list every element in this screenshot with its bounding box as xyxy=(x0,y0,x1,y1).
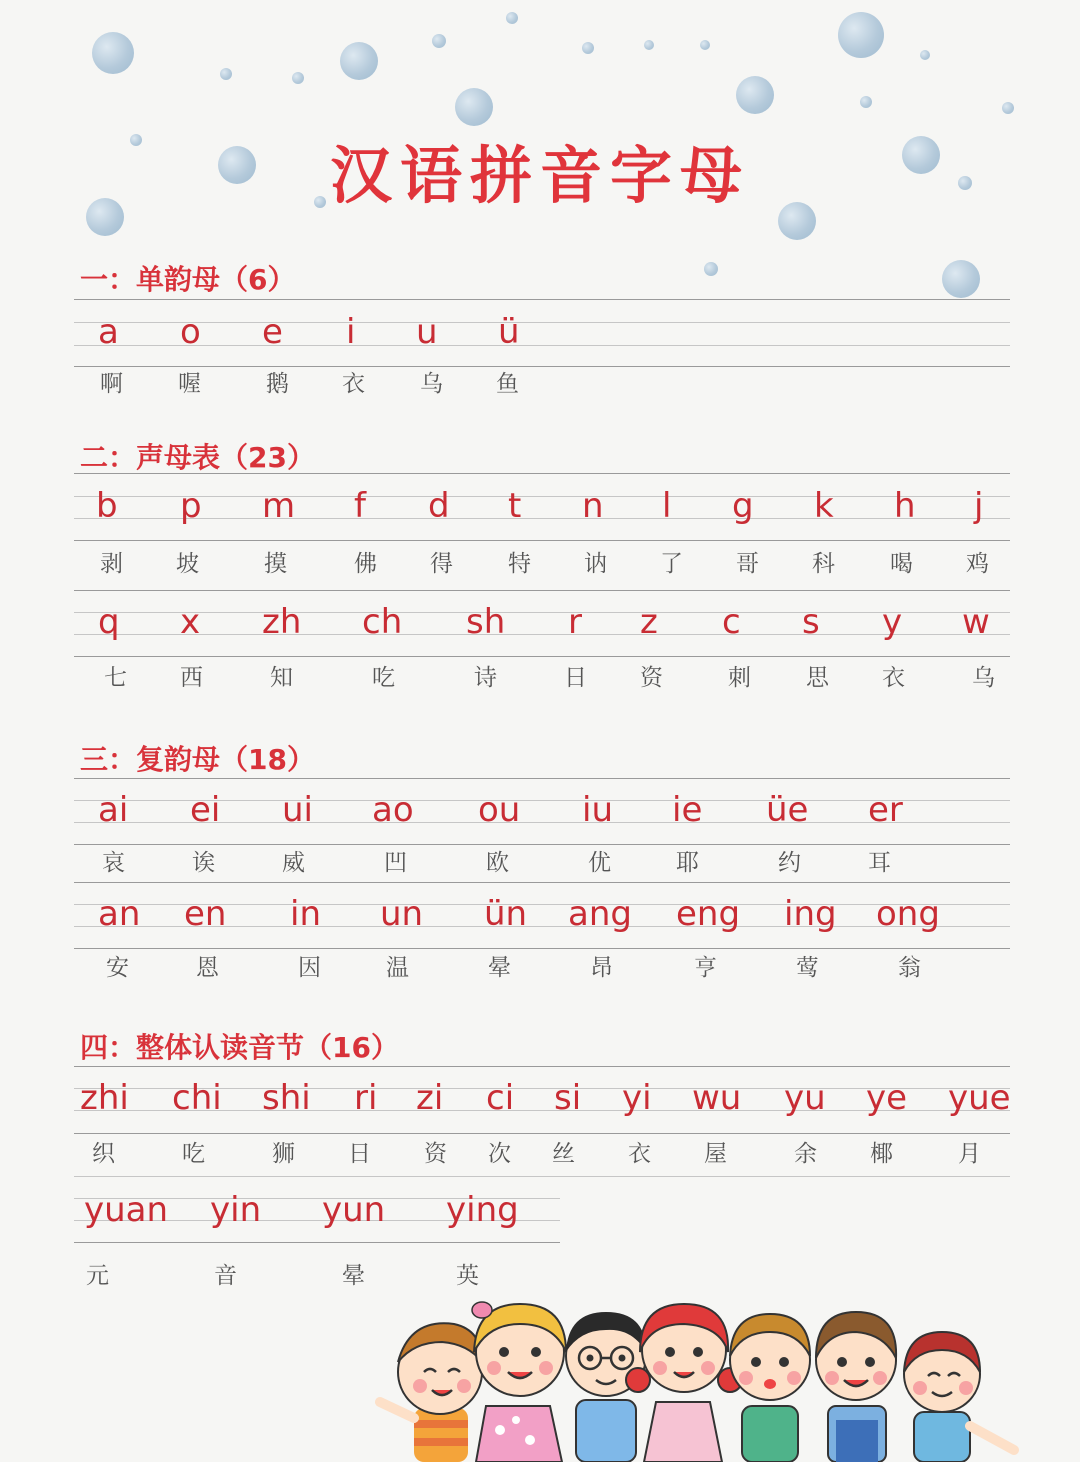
bubble-decoration xyxy=(582,42,594,54)
pinyin-syllable: si xyxy=(554,1078,582,1118)
pinyin-syllable: z xyxy=(640,602,658,642)
rule-line xyxy=(74,540,1010,541)
pinyin-syllable: ao xyxy=(372,790,414,830)
pinyin-syllable: in xyxy=(290,894,321,934)
hanzi-character: 耳 xyxy=(868,850,891,876)
pinyin-syllable: eng xyxy=(676,894,741,934)
pinyin-syllable: p xyxy=(180,486,202,526)
pinyin-syllable: y xyxy=(882,602,903,642)
rule-line xyxy=(74,882,1010,883)
bubble-decoration xyxy=(860,96,872,108)
hanzi-character: 晕 xyxy=(488,955,511,981)
pinyin-syllable: d xyxy=(428,486,450,526)
hanzi-character: 得 xyxy=(430,551,453,577)
section-heading-whole-syllables: 四：整体认读音节（16） xyxy=(80,1031,399,1064)
hanzi-character: 剥 xyxy=(100,551,123,577)
bubble-decoration xyxy=(704,262,718,276)
rule-line xyxy=(74,1176,1010,1177)
page-title: 汉语拼音字母 xyxy=(329,139,750,212)
pinyin-syllable: n xyxy=(582,486,604,526)
bubble-decoration xyxy=(700,40,710,50)
hanzi-character: 哥 xyxy=(736,551,759,577)
hanzi-character: 知 xyxy=(270,665,293,691)
pinyin-syllable: ün xyxy=(484,894,528,934)
child-figure xyxy=(472,1302,566,1462)
pinyin-syllable: iu xyxy=(582,790,613,830)
pinyin-row xyxy=(0,306,1080,358)
hanzi-character: 欧 xyxy=(486,850,509,876)
hanzi-character: 诗 xyxy=(474,665,497,691)
hanzi-character: 坡 xyxy=(176,551,199,577)
hanzi-character: 资 xyxy=(640,665,663,691)
children-illustration xyxy=(370,1290,1030,1462)
pinyin-syllable: ong xyxy=(876,894,940,934)
pinyin-syllable: ri xyxy=(354,1078,378,1118)
hanzi-character: 音 xyxy=(214,1263,237,1289)
hanzi-character: 鹅 xyxy=(266,371,289,397)
hanzi-character: 狮 xyxy=(272,1141,295,1167)
pinyin-syllable: j xyxy=(974,486,984,526)
bubble-decoration xyxy=(340,42,378,80)
rule-line xyxy=(74,299,1010,300)
pinyin-syllable: zh xyxy=(262,602,302,642)
hanzi-character: 七 xyxy=(104,665,127,691)
hanzi-character: 昂 xyxy=(590,955,613,981)
rule-line xyxy=(74,656,1010,657)
hanzi-character: 余 xyxy=(794,1141,817,1167)
pinyin-syllable: ci xyxy=(486,1078,515,1118)
pinyin-syllable: r xyxy=(568,602,582,642)
hanzi-character: 翁 xyxy=(898,955,921,981)
pinyin-syllable: x xyxy=(180,602,201,642)
pinyin-syllable: l xyxy=(662,486,672,526)
pinyin-row xyxy=(0,596,1080,648)
bubble-decoration xyxy=(920,50,930,60)
hanzi-character: 衣 xyxy=(342,371,365,397)
hanzi-character: 英 xyxy=(456,1263,479,1289)
pinyin-syllable: a xyxy=(98,312,119,352)
hanzi-character: 威 xyxy=(282,850,305,876)
pinyin-syllable: ai xyxy=(98,790,129,830)
pinyin-syllable: un xyxy=(380,894,424,934)
hanzi-row xyxy=(0,658,1080,710)
hanzi-character: 元 xyxy=(86,1263,109,1289)
pinyin-syllable: s xyxy=(802,602,820,642)
hanzi-character: 衣 xyxy=(628,1141,651,1167)
pinyin-syllable: en xyxy=(184,894,227,934)
hanzi-character: 椰 xyxy=(870,1141,893,1167)
pinyin-syllable: shi xyxy=(262,1078,311,1118)
pinyin-syllable: sh xyxy=(466,602,506,642)
bubble-decoration xyxy=(942,260,980,298)
hanzi-character: 凹 xyxy=(384,850,407,876)
hanzi-character: 屋 xyxy=(704,1141,727,1167)
hanzi-character: 日 xyxy=(564,665,587,691)
pinyin-syllable: g xyxy=(732,486,754,526)
pinyin-syllable: q xyxy=(98,602,120,642)
pinyin-syllable: zhi xyxy=(80,1078,129,1118)
pinyin-row xyxy=(0,1184,1080,1236)
bubble-decoration xyxy=(220,68,232,80)
hanzi-character: 资 xyxy=(424,1141,447,1167)
hanzi-character: 佛 xyxy=(354,551,377,577)
pinyin-row xyxy=(0,888,1080,940)
pinyin-syllable: f xyxy=(354,486,366,526)
pinyin-syllable: k xyxy=(814,486,834,526)
pinyin-syllable: yu xyxy=(784,1078,826,1118)
hanzi-character: 约 xyxy=(778,850,801,876)
rule-line xyxy=(74,473,1010,474)
hanzi-character: 摸 xyxy=(264,551,287,577)
hanzi-character: 日 xyxy=(348,1141,371,1167)
bubble-decoration xyxy=(1002,102,1014,114)
pinyin-syllable: ei xyxy=(190,790,221,830)
bubble-decoration xyxy=(292,72,304,84)
hanzi-character: 衣 xyxy=(882,665,905,691)
pinyin-syllable: üe xyxy=(766,790,809,830)
bubble-decoration xyxy=(432,34,446,48)
hanzi-character: 鸡 xyxy=(966,551,989,577)
hanzi-character: 织 xyxy=(92,1141,115,1167)
pinyin-syllable: er xyxy=(868,790,903,830)
hanzi-character: 西 xyxy=(180,665,203,691)
pinyin-syllable: i xyxy=(346,312,356,352)
hanzi-character: 丝 xyxy=(552,1141,575,1167)
pinyin-syllable: h xyxy=(894,486,916,526)
hanzi-character: 莺 xyxy=(796,955,819,981)
pinyin-syllable: yin xyxy=(210,1190,262,1230)
hanzi-character: 科 xyxy=(812,551,835,577)
bubble-decoration xyxy=(506,12,518,24)
rule-line xyxy=(74,778,1010,779)
hanzi-character: 次 xyxy=(488,1141,511,1167)
pinyin-syllable: b xyxy=(96,486,118,526)
pinyin-syllable: t xyxy=(508,486,522,526)
hanzi-character: 吃 xyxy=(182,1141,205,1167)
bubble-decoration xyxy=(455,88,493,126)
pinyin-syllable: yuan xyxy=(84,1190,169,1230)
child-figure xyxy=(626,1304,742,1462)
hanzi-character: 安 xyxy=(106,955,129,981)
pinyin-syllable: ie xyxy=(672,790,703,830)
hanzi-character: 讷 xyxy=(584,551,607,577)
pinyin-syllable: u xyxy=(416,312,438,352)
bubble-decoration xyxy=(838,12,884,58)
hanzi-character: 月 xyxy=(958,1141,981,1167)
pinyin-syllable: wu xyxy=(692,1078,742,1118)
hanzi-character: 晕 xyxy=(342,1263,365,1289)
hanzi-character: 恩 xyxy=(196,955,219,981)
pinyin-syllable: ü xyxy=(498,312,520,352)
child-figure xyxy=(816,1312,896,1462)
rule-line xyxy=(74,590,1010,591)
hanzi-character: 鱼 xyxy=(496,371,519,397)
pinyin-row xyxy=(0,480,1080,532)
child-figure xyxy=(730,1314,810,1462)
pinyin-syllable: ui xyxy=(282,790,313,830)
hanzi-character: 亨 xyxy=(694,955,717,981)
hanzi-row xyxy=(0,1134,1080,1186)
hanzi-character: 因 xyxy=(298,955,321,981)
section-heading-initials: 二：声母表（23） xyxy=(80,441,315,474)
hanzi-character: 哀 xyxy=(102,850,125,876)
rule-line xyxy=(74,1066,1010,1067)
pinyin-syllable: o xyxy=(180,312,201,352)
pinyin-syllable: yi xyxy=(622,1078,652,1118)
pinyin-syllable: zi xyxy=(416,1078,444,1118)
section-heading-compound-finals: 三：复韵母（18） xyxy=(80,743,315,776)
pinyin-syllable: chi xyxy=(172,1078,222,1118)
hanzi-row xyxy=(0,364,1080,416)
hanzi-row xyxy=(0,544,1080,596)
hanzi-character: 特 xyxy=(508,551,531,577)
section-heading-simple-finals: 一：单韵母（6） xyxy=(80,263,296,296)
hanzi-character: 乌 xyxy=(420,371,443,397)
pinyin-syllable: m xyxy=(262,486,296,526)
child-figure xyxy=(378,1323,482,1462)
pinyin-row xyxy=(0,784,1080,836)
hanzi-row xyxy=(0,948,1080,1000)
pinyin-syllable: ing xyxy=(784,894,837,934)
pinyin-syllable: e xyxy=(262,312,283,352)
pinyin-syllable: yun xyxy=(322,1190,386,1230)
hanzi-character: 思 xyxy=(806,665,829,691)
pinyin-syllable: w xyxy=(962,602,990,642)
bubble-decoration xyxy=(736,76,774,114)
hanzi-character: 啊 xyxy=(100,371,123,397)
hanzi-character: 温 xyxy=(386,955,409,981)
hanzi-character: 刺 xyxy=(728,665,751,691)
child-figure xyxy=(904,1332,1014,1462)
hanzi-character: 了 xyxy=(660,551,683,577)
hanzi-character: 喔 xyxy=(178,371,201,397)
bubble-decoration xyxy=(644,40,654,50)
pinyin-syllable: ou xyxy=(478,790,521,830)
pinyin-syllable: ang xyxy=(568,894,632,934)
hanzi-character: 耶 xyxy=(676,850,699,876)
hanzi-character: 喝 xyxy=(890,551,913,577)
pinyin-syllable: yue xyxy=(948,1078,1011,1118)
pinyin-syllable: ch xyxy=(362,602,403,642)
hanzi-character: 乌 xyxy=(972,665,995,691)
bubble-decoration xyxy=(92,32,134,74)
hanzi-character: 吃 xyxy=(372,665,395,691)
pinyin-syllable: c xyxy=(722,602,741,642)
pinyin-syllable: an xyxy=(98,894,141,934)
pinyin-syllable: ying xyxy=(446,1190,519,1230)
pinyin-row xyxy=(0,1072,1080,1124)
hanzi-character: 优 xyxy=(588,850,611,876)
pinyin-syllable: ye xyxy=(866,1078,908,1118)
rule-line xyxy=(74,1242,560,1243)
hanzi-character: 诶 xyxy=(192,850,215,876)
